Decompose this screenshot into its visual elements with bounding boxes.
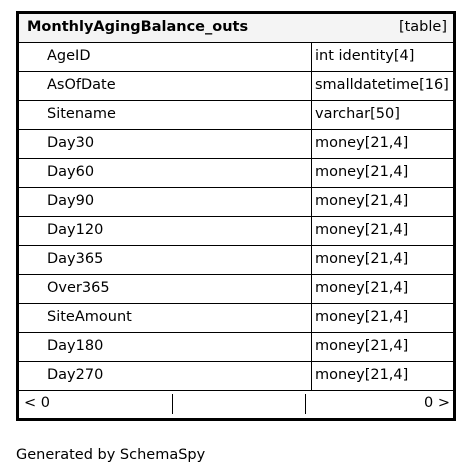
column-type: money[21,4] xyxy=(315,193,409,209)
table-footer xyxy=(19,392,453,416)
column-type: int identity[4] xyxy=(315,48,415,64)
column-divider xyxy=(311,333,312,361)
parent-count: < 0 xyxy=(24,395,50,411)
column-row xyxy=(19,246,453,275)
column-divider xyxy=(311,72,312,100)
table-name: MonthlyAgingBalance_outs xyxy=(27,19,249,35)
table-header xyxy=(19,14,453,43)
column-divider xyxy=(311,217,312,245)
column-name: AsOfDate xyxy=(47,77,116,93)
column-row xyxy=(19,130,453,159)
column-row xyxy=(19,362,453,391)
column-name: AgeID xyxy=(47,48,91,64)
footer-divider xyxy=(305,394,306,414)
column-divider xyxy=(311,304,312,332)
column-row xyxy=(19,43,453,72)
column-name: Day60 xyxy=(47,164,95,180)
column-type: money[21,4] xyxy=(315,135,409,151)
column-type: money[21,4] xyxy=(315,338,409,354)
column-row xyxy=(19,101,453,130)
column-row xyxy=(19,217,453,246)
column-type: money[21,4] xyxy=(315,309,409,325)
column-name: Over365 xyxy=(47,280,110,296)
column-divider xyxy=(311,159,312,187)
column-row xyxy=(19,333,453,362)
column-name: SiteAmount xyxy=(47,309,132,325)
column-divider xyxy=(311,246,312,274)
column-type: money[21,4] xyxy=(315,164,409,180)
column-name: Day180 xyxy=(47,338,104,354)
column-name: Day120 xyxy=(47,222,104,238)
column-name: Sitename xyxy=(47,106,116,122)
column-divider xyxy=(311,43,312,71)
column-name: Day365 xyxy=(47,251,104,267)
table-node xyxy=(16,11,456,421)
column-row xyxy=(19,159,453,188)
column-divider xyxy=(311,101,312,129)
column-divider xyxy=(311,275,312,303)
column-row xyxy=(19,275,453,304)
column-type: money[21,4] xyxy=(315,251,409,267)
child-count: 0 > xyxy=(424,395,450,411)
column-name: Day30 xyxy=(47,135,95,151)
generator-credit: Generated by SchemaSpy xyxy=(16,447,206,463)
column-divider xyxy=(311,130,312,158)
column-divider xyxy=(311,188,312,216)
column-divider xyxy=(311,362,312,390)
column-type: money[21,4] xyxy=(315,280,409,296)
column-type: money[21,4] xyxy=(315,222,409,238)
column-type: money[21,4] xyxy=(315,367,409,383)
table-kind-label: [table] xyxy=(398,19,447,35)
column-type: smalldatetime[16] xyxy=(315,77,449,93)
column-name: Day90 xyxy=(47,193,95,209)
footer-divider xyxy=(172,394,173,414)
column-row xyxy=(19,188,453,217)
column-name: Day270 xyxy=(47,367,104,383)
column-row xyxy=(19,72,453,101)
column-row xyxy=(19,304,453,333)
column-type: varchar[50] xyxy=(315,106,400,122)
